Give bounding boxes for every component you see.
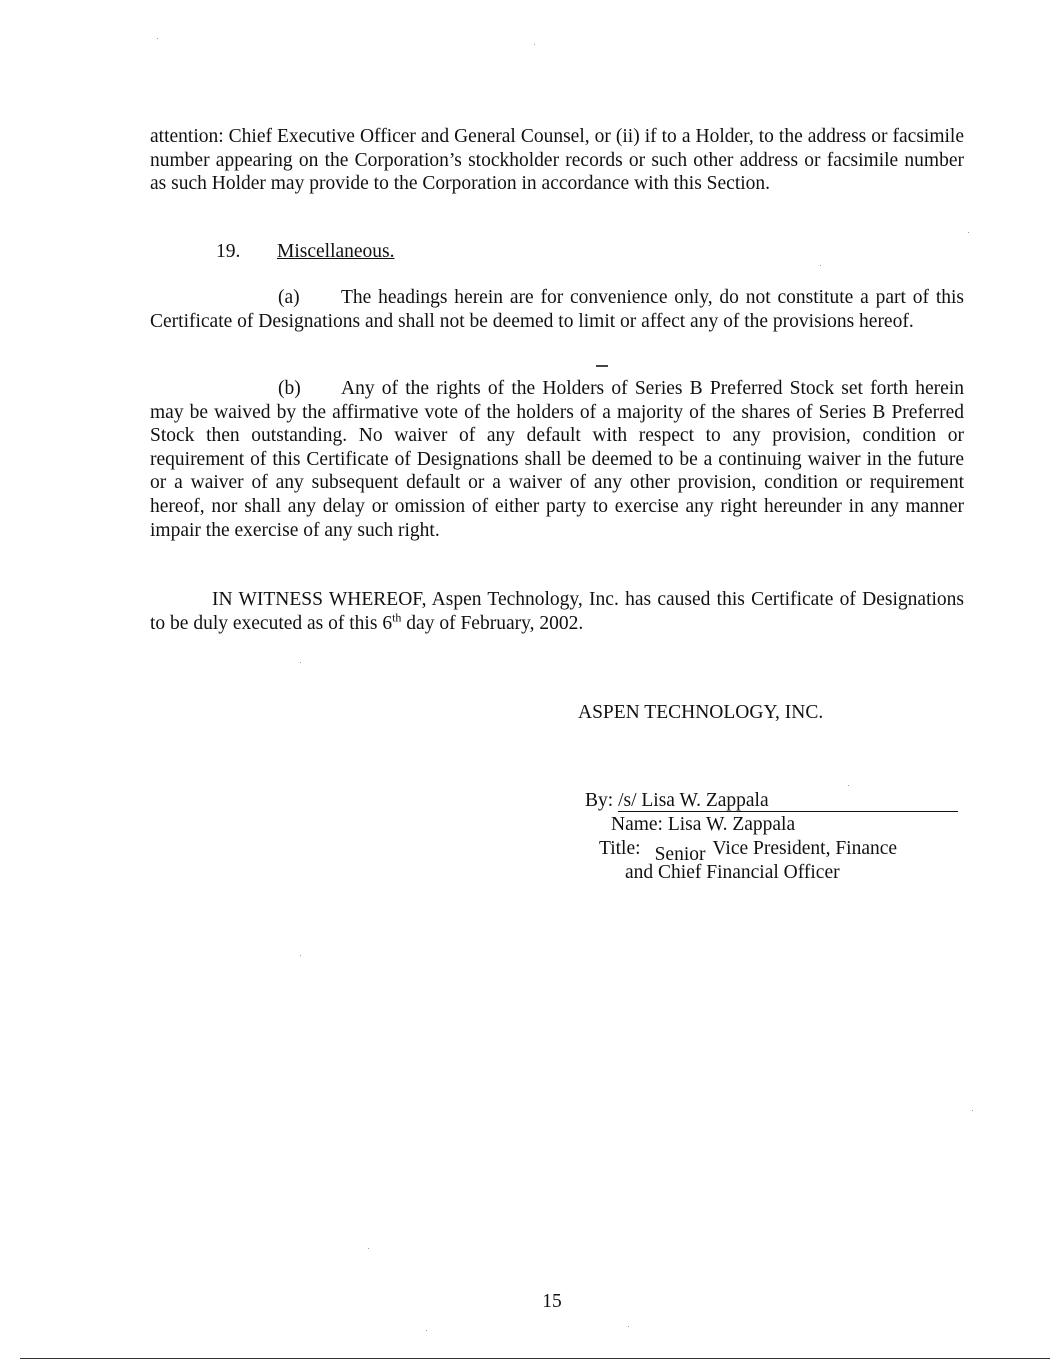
witness-paragraph <box>150 588 964 635</box>
scan-speck <box>300 955 301 956</box>
signature-line <box>585 789 958 813</box>
subsection-b-text: Any of the rights of the Holders of Series B Preferred Stock set forth herein may be waived by the affirmative vote of the holders of a majority of the shares of Series B Preferred Stock then outstanding. No waiver of any default with respect to any provision, condition or requirement of this Certificate of Designations shall be deemed to be a continuing waiver in the future or a waiver of any subsequent default or a waiver of any other provision, condition or requirement hereof, nor shall any delay or omission of either party to exercise any right hereunder in any manner impair the exercise of any such right. <box>150 378 964 541</box>
page-number: 15 <box>542 1291 562 1312</box>
subsection-a-text: The headings herein are for convenience only, do not constitute a part of this Certificate of Designations and shall not be deemed to limit or affect any of the provisions hereof. <box>150 287 964 332</box>
scan-speck <box>820 265 821 266</box>
signer-title <box>599 837 898 865</box>
witness-day-suffix: th <box>392 610 402 625</box>
subsection-a-label: (a) <box>278 287 300 308</box>
subsection-b <box>150 377 964 542</box>
title-rest: Vice President, Finance <box>712 838 898 859</box>
bottom-rule <box>20 1358 1050 1359</box>
signer-name: Name: Lisa W. Zappala <box>611 814 796 835</box>
continuation-paragraph: attention: Chief Executive Officer and General Counsel, or (ii) if to a Holder, to the address or facsimile number appearing on the Corporation’s stockholder records or such other address or facsimile number as such Holder may provide to the Corporation in accordance with this Section. <box>150 126 964 195</box>
title-label: Title: <box>599 838 641 859</box>
section-heading <box>216 240 395 264</box>
witness-text: IN WITNESS WHEREOF, Aspen Technology, Inc. has caused this Certificate of Designations to be duly executed as of this 6 <box>150 589 964 634</box>
scan-speck <box>157 38 158 39</box>
section-title: Miscellaneous. <box>277 241 395 262</box>
scan-speck <box>596 365 608 367</box>
scan-speck <box>968 232 969 233</box>
scan-speck <box>426 1330 427 1331</box>
signature-field: /s/ Lisa W. Zappala <box>618 791 958 812</box>
scan-speck <box>534 44 535 45</box>
section-number: 19. <box>216 241 241 262</box>
company-name: ASPEN TECHNOLOGY, INC. <box>578 702 824 723</box>
by-label: By: <box>585 790 619 811</box>
subsection-a <box>150 286 964 333</box>
scan-speck <box>300 662 301 663</box>
scan-speck <box>628 1326 629 1327</box>
witness-date: day of February, 2002. <box>401 612 584 634</box>
signer-title-continued: and Chief Financial Officer <box>625 862 840 883</box>
scan-speck <box>368 1248 369 1249</box>
scan-speck <box>848 785 849 786</box>
scan-speck <box>972 1110 973 1111</box>
title-senior: Senior <box>654 844 706 865</box>
subsection-b-label: (b) <box>278 378 301 399</box>
